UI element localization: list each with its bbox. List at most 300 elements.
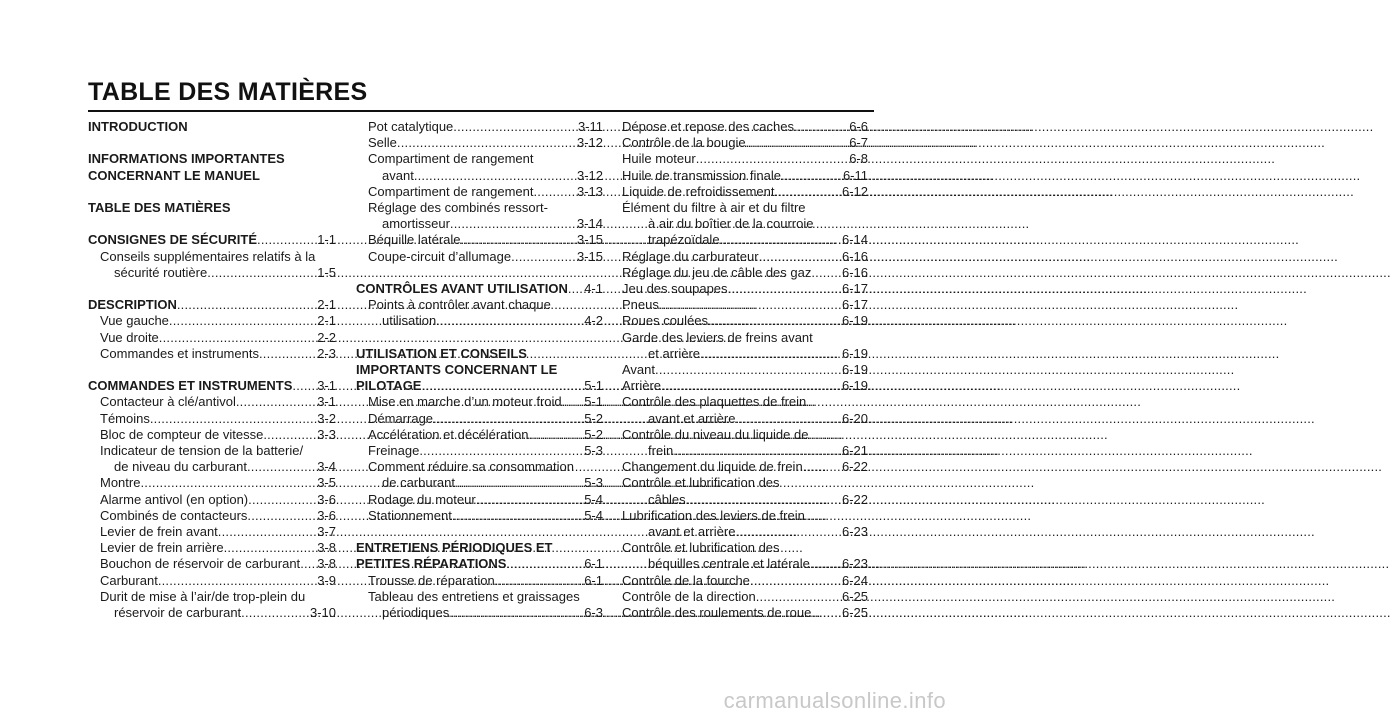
toc-dot-leader <box>511 249 577 265</box>
toc-dot-leader <box>419 443 584 459</box>
toc-entry-label: Vue droite <box>100 329 159 345</box>
toc-page-number: 3-13 <box>576 183 603 199</box>
toc-entry-label: Rodage du moteur <box>368 491 476 507</box>
toc-entry-label: CONSIGNES DE SÉCURITÉ <box>88 232 258 248</box>
toc-dot-leader <box>810 556 842 572</box>
toc-section-heading <box>88 168 336 184</box>
toc-entry <box>622 394 868 410</box>
toc-entry-label: Levier de frein arrière <box>100 540 224 556</box>
toc-entry-label: COMMANDES ET INSTRUMENTS <box>88 378 293 394</box>
toc-entry-label: Alarme antivol (en option) <box>100 491 249 507</box>
toc-section-heading <box>356 540 603 556</box>
toc-spacer <box>356 524 603 540</box>
toc-dot-leader <box>259 346 317 362</box>
toc-entry[interactable] <box>622 297 868 313</box>
toc-entry[interactable] <box>88 427 336 443</box>
toc-dot-leader <box>247 459 317 475</box>
toc-entry[interactable] <box>622 573 868 589</box>
toc-section-heading[interactable] <box>356 378 603 394</box>
toc-entry-label: réservoir de carburant <box>114 605 242 621</box>
toc-dot-leader <box>450 216 577 232</box>
toc-entry[interactable] <box>356 508 603 524</box>
toc-entry-label: Vue gauche <box>100 313 169 329</box>
toc-page-number: 6-22 <box>841 459 868 475</box>
toc-entry[interactable] <box>88 492 336 508</box>
toc-page-number: 6-25 <box>841 588 868 604</box>
toc-entry-label: Contrôle de la direction <box>622 588 756 604</box>
toc-entry <box>622 216 868 232</box>
toc-entry <box>88 443 336 459</box>
toc-page-number: 3-3 <box>317 426 336 442</box>
toc-entry-label: béquilles centrale et latérale <box>648 556 810 572</box>
toc-entry-label: Liquide de refroidissement <box>622 183 775 199</box>
toc-entry-label: PETITES RÉPARATIONS <box>356 556 507 572</box>
toc-dot-leader <box>659 297 842 313</box>
toc-page-number: 2-1 <box>317 313 336 329</box>
toc-dot-leader <box>700 346 842 362</box>
toc-dot-leader <box>248 492 317 508</box>
toc-entry[interactable] <box>356 249 603 265</box>
toc-page-number: 6-17 <box>841 297 868 313</box>
toc-entry[interactable] <box>622 556 868 572</box>
toc-entry[interactable] <box>356 573 603 589</box>
toc-entry[interactable] <box>356 394 603 410</box>
toc-entry[interactable] <box>88 411 336 427</box>
toc-dot-leader <box>421 378 584 394</box>
toc-page-number: 3-1 <box>317 394 336 410</box>
toc-entry-label: Bouchon de réservoir de carburant <box>100 556 301 572</box>
toc-entry <box>356 459 603 475</box>
toc-page-number: 6-14 <box>841 232 868 248</box>
toc-entry[interactable] <box>88 459 336 475</box>
toc-entry[interactable] <box>356 168 603 184</box>
toc-page-number: 4-2 <box>584 313 603 329</box>
toc-entry[interactable] <box>88 313 336 329</box>
toc-section-heading[interactable] <box>88 378 336 394</box>
toc-dot-leader <box>568 281 584 297</box>
toc-dot-leader <box>506 556 584 572</box>
toc-dot-leader <box>224 540 318 556</box>
toc-entry-label: Carburant <box>100 572 158 588</box>
toc-dot-leader <box>746 135 850 151</box>
toc-entry-label: Coupe-circuit d’allumage <box>368 248 512 264</box>
toc-entry[interactable] <box>356 135 603 151</box>
toc-page-number: 6-20 <box>841 410 868 426</box>
toc-entry[interactable] <box>88 330 336 346</box>
toc-entry[interactable] <box>622 281 868 297</box>
toc-entry <box>622 200 868 216</box>
toc-entry-label: Mise en marche d’un moteur froid <box>368 394 562 410</box>
toc-entry-label: trapézoïdale <box>648 232 720 248</box>
toc-entry[interactable] <box>622 524 868 540</box>
toc-page-number: 3-12 <box>576 167 603 183</box>
toc-entry[interactable] <box>88 508 336 524</box>
toc-page-number: 6-12 <box>841 183 868 199</box>
toc-dot-leader <box>300 556 317 572</box>
toc-entry-label: Levier de frein avant <box>100 524 218 539</box>
toc-dot-leader <box>759 249 842 265</box>
toc-entry <box>356 589 603 605</box>
toc-page-number: 3-15 <box>576 232 603 248</box>
toc-entry-label: Accélération et décélération <box>368 426 529 442</box>
toc-page-number: 2-3 <box>317 345 336 361</box>
toc-entry-label: Indicateur de tension de la batterie/ <box>100 442 304 458</box>
toc-entry-label: de niveau du carburant <box>114 459 247 475</box>
toc-entry-label: et arrière <box>648 345 701 361</box>
toc-dot-leader <box>728 281 842 297</box>
toc-spacer <box>88 281 336 297</box>
toc-dot-leader <box>241 605 310 621</box>
toc-page-number: 6-1 <box>584 556 603 572</box>
toc-dot-leader <box>452 508 584 524</box>
toc-page-number: 6-19 <box>841 378 868 394</box>
toc-dot-leader <box>774 184 841 200</box>
toc-entry[interactable] <box>356 492 603 508</box>
toc-dot-leader <box>414 168 577 184</box>
toc-page-number: 3-14 <box>576 216 603 232</box>
toc-section-heading[interactable] <box>356 556 603 572</box>
toc-entry-label: Réglage du jeu de câble des gaz <box>622 264 812 280</box>
toc-dot-leader <box>455 475 584 491</box>
toc-dot-leader <box>686 492 842 508</box>
toc-page-number: 6-6 <box>849 119 868 134</box>
toc-page-number: 4-1 <box>584 281 603 297</box>
toc-page-number: 3-11 <box>577 119 603 134</box>
toc-entry <box>356 151 603 167</box>
toc-page-number: 6-7 <box>849 135 868 151</box>
toc-spacer <box>88 184 336 200</box>
toc-entry-label: UTILISATION ET CONSEILS <box>356 345 527 361</box>
toc-entry[interactable] <box>622 443 868 459</box>
toc-dot-leader <box>207 265 317 281</box>
toc-entry-label: CONTRÔLES AVANT UTILISATION <box>356 281 568 297</box>
toc-entry-label: Témoins <box>100 410 150 426</box>
toc-entry-label: Lubrification des leviers de frein <box>622 507 805 523</box>
toc-entry-label: TABLE DES MATIÈRES <box>88 199 231 215</box>
toc-entry-label: Contrôle des roulements de roue <box>622 605 812 621</box>
toc-page-number: 6-23 <box>841 556 868 572</box>
toc-entry-label: DESCRIPTION <box>88 297 177 313</box>
toc-dot-leader <box>158 573 317 589</box>
toc-entry-label: sécurité routière <box>114 264 208 280</box>
toc-page-number: 6-21 <box>841 443 868 459</box>
toc-dot-leader <box>453 119 578 135</box>
toc-page-number: 2-2 <box>317 329 336 345</box>
toc-entry-label: Conseils supplémentaires relatifs à la <box>100 248 316 264</box>
toc-entry-label: Huile de transmission finale <box>622 167 781 183</box>
toc-dot-leader <box>750 573 842 589</box>
toc-entry-label: Réglage des combinés ressort- <box>368 200 548 216</box>
toc-dot-leader <box>476 492 585 508</box>
toc-page-number: 3-10 <box>309 605 336 621</box>
toc-page-number: 6-16 <box>841 264 868 280</box>
toc-entry-label: avant <box>382 167 414 183</box>
toc-entry-label: Arrière <box>622 378 662 394</box>
toc-entry[interactable] <box>622 151 868 167</box>
toc-page-number: 6-24 <box>841 572 868 588</box>
toc-entry-label: utilisation <box>382 313 437 329</box>
toc-page-number: 3-6 <box>317 507 336 523</box>
toc-dot-leader <box>735 411 842 427</box>
toc-entry[interactable] <box>356 216 603 232</box>
toc-entry[interactable] <box>356 232 603 248</box>
toc-entry[interactable] <box>88 556 336 572</box>
toc-entry-label: Avant <box>622 362 656 378</box>
toc-entry <box>622 508 868 524</box>
toc-section-heading <box>88 119 336 135</box>
toc-page-number: 1-1 <box>317 232 336 248</box>
toc-entry-label: amortisseur <box>382 216 450 232</box>
toc-entry-label: CONCERNANT LE MANUEL <box>88 167 260 183</box>
toc-page-number: 3-8 <box>317 540 336 556</box>
toc-page-number: 3-8 <box>317 556 336 572</box>
toc-spacer <box>88 216 336 232</box>
toc-entry[interactable] <box>356 605 603 621</box>
toc-entry[interactable] <box>356 427 603 443</box>
toc-page-number: 3-15 <box>576 248 603 264</box>
toc-dot-leader <box>673 443 842 459</box>
toc-page-number: 6-16 <box>841 248 868 264</box>
toc-page-number: 5-2 <box>584 410 603 426</box>
toc-entry-label: Selle <box>368 135 397 151</box>
toc-dot-leader <box>397 135 577 151</box>
toc-entry[interactable] <box>622 168 868 184</box>
toc-entry[interactable] <box>622 119 868 135</box>
toc-section-heading[interactable] <box>88 232 336 248</box>
toc-entry[interactable] <box>356 184 603 200</box>
toc-column-3 <box>622 119 868 621</box>
toc-dot-leader <box>533 184 576 200</box>
toc-entry-label: Dépose et repose des caches <box>622 119 794 134</box>
toc-entry <box>88 589 336 605</box>
toc-page-number: 6-1 <box>584 572 603 588</box>
toc-dot-leader <box>756 589 842 605</box>
toc-dot-leader <box>449 605 584 621</box>
toc-dot-leader <box>292 378 317 394</box>
title-rule <box>88 110 874 112</box>
toc-dot-leader <box>661 378 842 394</box>
toc-page-number: 5-3 <box>584 475 603 491</box>
toc-page-number: 5-3 <box>584 443 603 459</box>
toc-entry[interactable] <box>88 605 336 621</box>
toc-section-heading[interactable] <box>88 297 336 313</box>
toc-dot-leader <box>811 265 842 281</box>
toc-entry-label: Contrôle du niveau du liquide de <box>622 426 809 442</box>
toc-entry <box>622 427 868 443</box>
toc-page-number: 6-19 <box>841 313 868 329</box>
toc-page-number: 5-2 <box>584 426 603 442</box>
toc-dot-leader <box>562 394 585 410</box>
toc-entry[interactable] <box>622 313 868 329</box>
toc-spacer <box>88 135 336 151</box>
toc-entry-label: avant et arrière <box>648 524 736 540</box>
toc-entry-label: INTRODUCTION <box>88 119 188 134</box>
toc-dot-leader <box>140 475 317 491</box>
toc-entry-label: INFORMATIONS IMPORTANTES <box>88 151 285 167</box>
toc-page-number: 5-1 <box>584 378 603 394</box>
toc-entry-label: Béquille latérale <box>368 232 461 248</box>
toc-page-number: 5-4 <box>584 507 603 523</box>
toc-page-number: 3-5 <box>317 475 336 491</box>
toc-page-number: 3-9 <box>317 572 336 588</box>
toc-dot-leader <box>169 313 317 329</box>
toc-page-number: 3-4 <box>317 459 336 475</box>
toc-entry <box>356 200 603 216</box>
toc-section-heading <box>356 362 603 378</box>
toc-entry[interactable] <box>622 362 868 378</box>
toc-entry[interactable] <box>622 232 868 248</box>
toc-dot-leader <box>461 232 577 248</box>
toc-dot-leader <box>433 411 584 427</box>
toc-entry-label: Contrôle des plaquettes de frein <box>622 394 807 410</box>
toc-entry-label: Roues coulées <box>622 313 708 329</box>
toc-entry[interactable] <box>88 265 336 281</box>
toc-section-heading <box>88 200 336 216</box>
toc-page-number: 6-17 <box>841 281 868 297</box>
toc-entry-label: Huile moteur <box>622 151 696 167</box>
toc-entry[interactable] <box>622 249 868 265</box>
toc-entry-label: Contrôle et lubrification des <box>622 475 780 491</box>
toc-page-number: 1-5 <box>317 264 336 280</box>
toc-entry[interactable] <box>622 378 868 394</box>
toc-entry-label: Jeu des soupapes <box>622 281 728 297</box>
toc-page-number: 6-8 <box>849 151 868 167</box>
toc-entry <box>88 249 336 265</box>
toc-entry-label: Montre <box>100 475 141 491</box>
toc-entry <box>622 475 868 491</box>
toc-column-2 <box>356 119 603 621</box>
toc-entry-label: de carburant <box>382 475 455 491</box>
toc-entry[interactable] <box>622 605 868 621</box>
toc-dot-leader <box>247 508 317 524</box>
toc-entry[interactable] <box>622 184 868 200</box>
toc-entry-label: Réglage du carburateur <box>622 248 759 264</box>
toc-entry[interactable] <box>356 119 603 135</box>
watermark: carmanualsonline.info <box>723 688 946 713</box>
toc-dot-leader <box>735 524 842 540</box>
toc-entry-label: Comment réduire sa consommation <box>368 459 574 475</box>
toc-entry[interactable] <box>356 443 603 459</box>
toc-page-number: 6-3 <box>584 605 603 621</box>
toc-entry-label: IMPORTANTS CONCERNANT LE <box>356 362 558 378</box>
toc-spacer <box>356 265 603 281</box>
toc-page-number: 3-2 <box>317 410 336 426</box>
toc-entry-label: Contrôle de la fourche <box>622 572 750 588</box>
toc-dot-leader <box>177 297 317 313</box>
toc-page-number: 2-1 <box>317 297 336 313</box>
toc-entry-label: Pneus <box>622 297 659 313</box>
toc-page-number: 6-23 <box>841 524 868 540</box>
toc-entry[interactable] <box>88 394 336 410</box>
toc-entry-label: Changement du liquide de frein <box>622 459 803 475</box>
toc-dot-leader <box>720 232 842 248</box>
toc-entry-label: PILOTAGE <box>356 378 422 394</box>
toc-spacer <box>356 330 603 346</box>
toc-entry <box>622 540 868 556</box>
toc-dot-leader <box>655 362 842 378</box>
toc-section-heading[interactable] <box>356 281 603 297</box>
toc-dot-leader <box>495 573 585 589</box>
toc-dot-leader <box>708 313 842 329</box>
toc-entry[interactable] <box>622 492 868 508</box>
toc-page-number: 3-6 <box>317 491 336 507</box>
toc-entry[interactable] <box>622 346 868 362</box>
toc-entry[interactable] <box>622 589 868 605</box>
toc-entry-label: frein <box>648 443 674 459</box>
toc-entry-label: Démarrage <box>368 410 434 426</box>
toc-entry[interactable] <box>356 411 603 427</box>
toc-entry-label: Compartiment de rangement <box>368 151 534 167</box>
toc-section-heading <box>356 346 603 362</box>
toc-dot-leader <box>150 411 317 427</box>
toc-entry-label: à air du boîtier de la courroie <box>648 216 814 232</box>
toc-entry-label: Stationnement <box>368 507 452 523</box>
toc-entry <box>356 297 603 313</box>
toc-entry[interactable] <box>88 540 336 556</box>
toc-page-number: 6-11 <box>842 167 868 183</box>
toc-entry-label: Durit de mise à l’air/de trop-plein du <box>100 588 306 604</box>
toc-entry[interactable] <box>88 573 336 589</box>
toc-entry-label: avant et arrière <box>648 410 736 426</box>
toc-entry-label: Combinés de contacteurs <box>100 507 248 523</box>
toc-entry-label: ENTRETIENS PÉRIODIQUES ET <box>356 540 553 556</box>
toc-entry-label: Contacteur à clé/antivol <box>100 394 236 410</box>
toc-entry[interactable] <box>88 346 336 362</box>
toc-entry[interactable] <box>88 524 336 540</box>
toc-dot-leader <box>528 427 584 443</box>
toc-entry[interactable] <box>356 313 603 329</box>
toc-entry <box>622 330 868 346</box>
toc-dot-leader <box>781 168 843 184</box>
toc-entry-label: Commandes et instruments <box>100 345 259 361</box>
toc-entry-label: Pot catalytique <box>368 119 454 134</box>
toc-entry-label: câbles <box>648 491 686 507</box>
toc-entry[interactable] <box>622 411 868 427</box>
toc-entry[interactable] <box>622 265 868 281</box>
toc-entry-label: Trousse de réparation <box>368 572 495 588</box>
toc-page-number: 3-7 <box>317 524 336 539</box>
toc-dot-leader <box>159 330 317 346</box>
toc-dot-leader <box>263 427 317 443</box>
toc-page-number: 5-4 <box>584 491 603 507</box>
toc-entry[interactable] <box>622 459 868 475</box>
toc-page-number: 3-12 <box>576 135 603 151</box>
toc-entry-label: Bloc de compteur de vitesse <box>100 426 264 442</box>
toc-entry[interactable] <box>88 475 336 491</box>
toc-entry-label: périodiques <box>382 605 450 621</box>
toc-entry-label: Freinage <box>368 443 420 459</box>
toc-entry-label: Tableau des entretiens et graissages <box>368 588 580 604</box>
toc-page-number: 5-1 <box>584 394 603 410</box>
toc-entry-label: Garde des leviers de freins avant <box>622 329 813 345</box>
toc-dot-leader <box>803 459 842 475</box>
toc-entry[interactable] <box>622 135 868 151</box>
toc-dot-leader <box>811 605 842 621</box>
toc-dot-leader <box>794 119 849 135</box>
toc-dot-leader <box>218 524 317 540</box>
toc-section-heading <box>88 151 336 167</box>
toc-dot-leader <box>236 394 317 410</box>
toc-entry-label: Contrôle de la bougie <box>622 135 746 151</box>
toc-entry-label: Points à contrôler avant chaque <box>368 297 551 313</box>
toc-entry-label: Élément du filtre à air et du filtre <box>622 200 806 216</box>
toc-spacer <box>88 362 336 378</box>
toc-column-1 <box>88 119 336 621</box>
toc-entry-label: Compartiment de rangement <box>368 183 534 199</box>
toc-dot-leader <box>436 313 584 329</box>
toc-entry[interactable] <box>356 475 603 491</box>
toc-dot-leader <box>257 232 317 248</box>
